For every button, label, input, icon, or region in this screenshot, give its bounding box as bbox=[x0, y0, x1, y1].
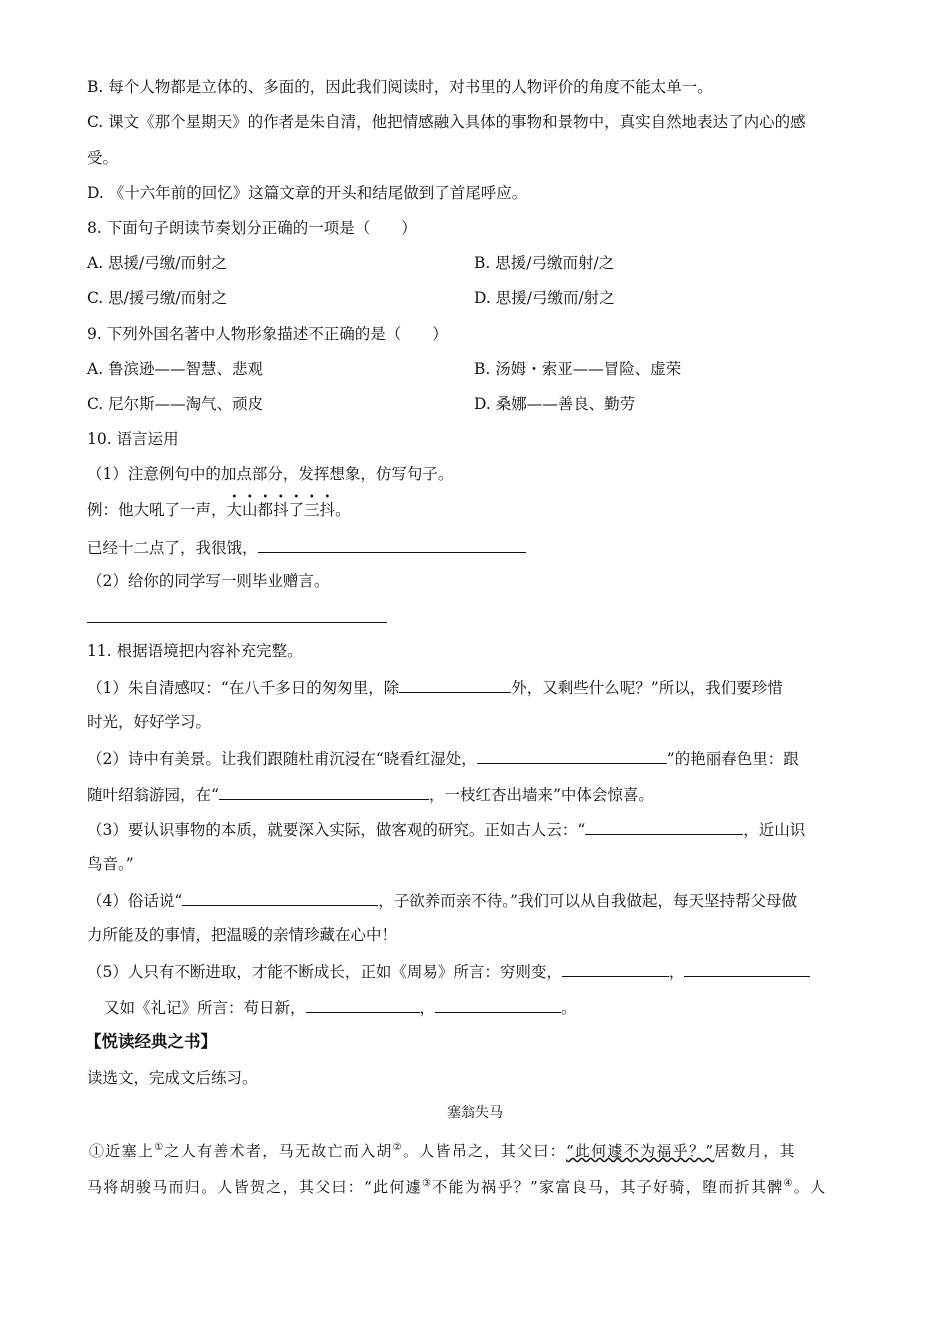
footnote-marker: ③ bbox=[421, 1178, 433, 1189]
q7-option-d: D. 《十六年前的回忆》这篇文章的开头和结尾做到了首尾呼应。 bbox=[87, 184, 528, 202]
q11-item-4 bbox=[87, 888, 797, 912]
passage-text: ①近塞上 bbox=[89, 1142, 155, 1160]
answer-blank[interactable] bbox=[258, 535, 526, 553]
q9-stem: 9. 下列外国名著中人物形象描述不正确的是（ ） bbox=[87, 325, 448, 343]
q11-2-text-c: 随叶绍翁游园，在“ bbox=[87, 786, 219, 804]
q11-item-5-cont bbox=[104, 995, 577, 1019]
fill-prompt: 已经十二点了，我很饿， bbox=[87, 539, 258, 557]
q11-item-3 bbox=[87, 817, 805, 841]
q11-4-text: （4）俗话说“ bbox=[87, 892, 183, 910]
q8-option-c[interactable]: C. 思/援弓缴/而射之 bbox=[87, 289, 228, 307]
q10-example bbox=[87, 499, 351, 521]
answer-blank[interactable] bbox=[306, 995, 420, 1013]
q8-option-d[interactable]: D. 思援/弓缴而/射之 bbox=[474, 289, 615, 307]
dotted-char: 山 bbox=[242, 501, 258, 519]
passage-line-1 bbox=[89, 1137, 796, 1162]
answer-blank[interactable] bbox=[219, 782, 429, 800]
q11-item-2-cont bbox=[87, 782, 654, 806]
footnote-marker: ④ bbox=[783, 1178, 794, 1189]
q11-item-3-cont: 鸟音。” bbox=[87, 855, 134, 873]
section-heading: 【悦读经典之书】 bbox=[85, 1032, 217, 1051]
q11-5-text: （5）人只有不断进取，才能不断成长，正如《周易》所言：穷则变， bbox=[87, 963, 562, 981]
comma: ， bbox=[419, 999, 436, 1017]
q11-2-text-b: ”的艳丽春色里：跟 bbox=[666, 750, 799, 768]
q8-stem: 8. 下面句子朗读节奏划分正确的一项是（ ） bbox=[87, 219, 417, 237]
passage-line-2 bbox=[87, 1173, 826, 1198]
comma: ， bbox=[668, 963, 685, 981]
q10-fill-line bbox=[87, 535, 526, 559]
passage-text: 之人有善术者，马无故亡而入胡 bbox=[164, 1142, 393, 1160]
q11-item-5 bbox=[87, 959, 810, 983]
dotted-char: 三 bbox=[304, 501, 320, 519]
example-prefix: 例：他大吼了一声， bbox=[87, 501, 227, 519]
q11-3-text-b: ，近山识 bbox=[743, 821, 806, 839]
q11-2-text-d: ，一枝红杏出墙来”中体会惊喜。 bbox=[428, 786, 654, 804]
example-suffix: 。 bbox=[335, 501, 351, 519]
period: 。 bbox=[561, 999, 577, 1017]
q11-5-text-b: 又如《礼记》所言：苟日新， bbox=[104, 999, 306, 1017]
dotted-char: 都 bbox=[257, 501, 274, 519]
q9-option-d[interactable]: D. 桑娜——善良、勤劳 bbox=[474, 395, 636, 413]
q11-item-4-cont: 力所能及的事情，把温暖的亲情珍藏在心中！ bbox=[87, 926, 398, 944]
answer-blank[interactable] bbox=[182, 888, 378, 906]
answer-blank[interactable] bbox=[585, 817, 743, 835]
dotted-char: 抖 bbox=[273, 501, 289, 519]
q9-option-a[interactable]: A. 鲁滨逊——智慧、悲观 bbox=[87, 360, 264, 378]
q9-option-c[interactable]: C. 尼尔斯——淘气、顽皮 bbox=[87, 395, 264, 413]
q11-item-1-cont: 时光，好好学习。 bbox=[87, 713, 212, 731]
q11-3-text: （3）要认识事物的本质，就要深入实际，做客观的研究。正如古人云：“ bbox=[87, 821, 586, 839]
q11-2-text: （2）诗中有美景。让我们跟随杜甫沉浸在“晓看红湿处， bbox=[87, 750, 477, 768]
q11-4-text-b: ，子欲养而亲不待。”我们可以从自我做起，每天坚持帮父母做 bbox=[378, 892, 797, 910]
q8-option-b[interactable]: B. 思援/弓缴而射/之 bbox=[474, 254, 615, 272]
passage-text: 不能为祸乎？”家富良马，其子好骑，堕而折其髀 bbox=[432, 1178, 784, 1196]
q10-answer-line bbox=[87, 605, 387, 629]
q11-title: 11. 根据语境把内容补充完整。 bbox=[87, 642, 303, 660]
answer-blank[interactable] bbox=[684, 959, 810, 977]
answer-blank[interactable] bbox=[87, 605, 387, 623]
answer-blank[interactable] bbox=[399, 675, 511, 693]
q11-1-text-b: 外，又剩些什么呢？”所以，我们要珍惜 bbox=[511, 679, 783, 697]
passage-title: 塞翁失马 bbox=[447, 1105, 503, 1121]
wavy-underlined-quote: “此何遽不为福乎？” bbox=[565, 1142, 715, 1160]
q11-1-text: （1）朱自清感叹：“在八千多日的匆匆里，除 bbox=[87, 679, 400, 697]
q11-item-1 bbox=[87, 675, 783, 699]
answer-blank[interactable] bbox=[435, 995, 561, 1013]
dotted-char: 了 bbox=[288, 501, 305, 519]
section-instruction: 读选文，完成文后练习。 bbox=[87, 1069, 258, 1087]
q8-option-a[interactable]: A. 思援/弓缴/而射之 bbox=[87, 254, 227, 272]
q7-option-c: C. 课文《那个星期天》的作者是朱自清，他把情感融入具体的事物和景物中，真实自然地表达了内心的感 bbox=[87, 113, 806, 131]
answer-blank[interactable] bbox=[562, 959, 669, 977]
q10-prompt-1: （1）注意例句中的加点部分，发挥想象，仿写句子。 bbox=[87, 465, 454, 483]
q7-option-b: B. 每个人物都是立体的、多面的，因此我们阅读时，对书里的人物评价的角度不能太单一。 bbox=[87, 78, 713, 96]
answer-blank[interactable] bbox=[477, 746, 667, 764]
dotted-char: 大 bbox=[226, 501, 243, 519]
q10-prompt-2: （2）给你的同学写一则毕业赠言。 bbox=[87, 572, 330, 590]
passage-text: 马将胡骏马而归。人皆贺之，其父曰：“此何遽 bbox=[87, 1178, 422, 1196]
q9-option-b[interactable]: B. 汤姆・索亚——冒险、虚荣 bbox=[474, 360, 682, 378]
passage-text: 。人皆吊之，其父曰： bbox=[402, 1142, 566, 1160]
footnote-marker: ① bbox=[154, 1142, 165, 1153]
footnote-marker: ② bbox=[392, 1142, 403, 1153]
passage-text: 。人 bbox=[793, 1178, 827, 1196]
q10-title: 10. 语言运用 bbox=[87, 430, 179, 448]
q11-item-2 bbox=[87, 746, 799, 770]
q7-option-c-cont: 受。 bbox=[87, 149, 119, 167]
passage-text: 居数月，其 bbox=[714, 1142, 796, 1160]
dotted-char: 抖 bbox=[319, 501, 336, 519]
